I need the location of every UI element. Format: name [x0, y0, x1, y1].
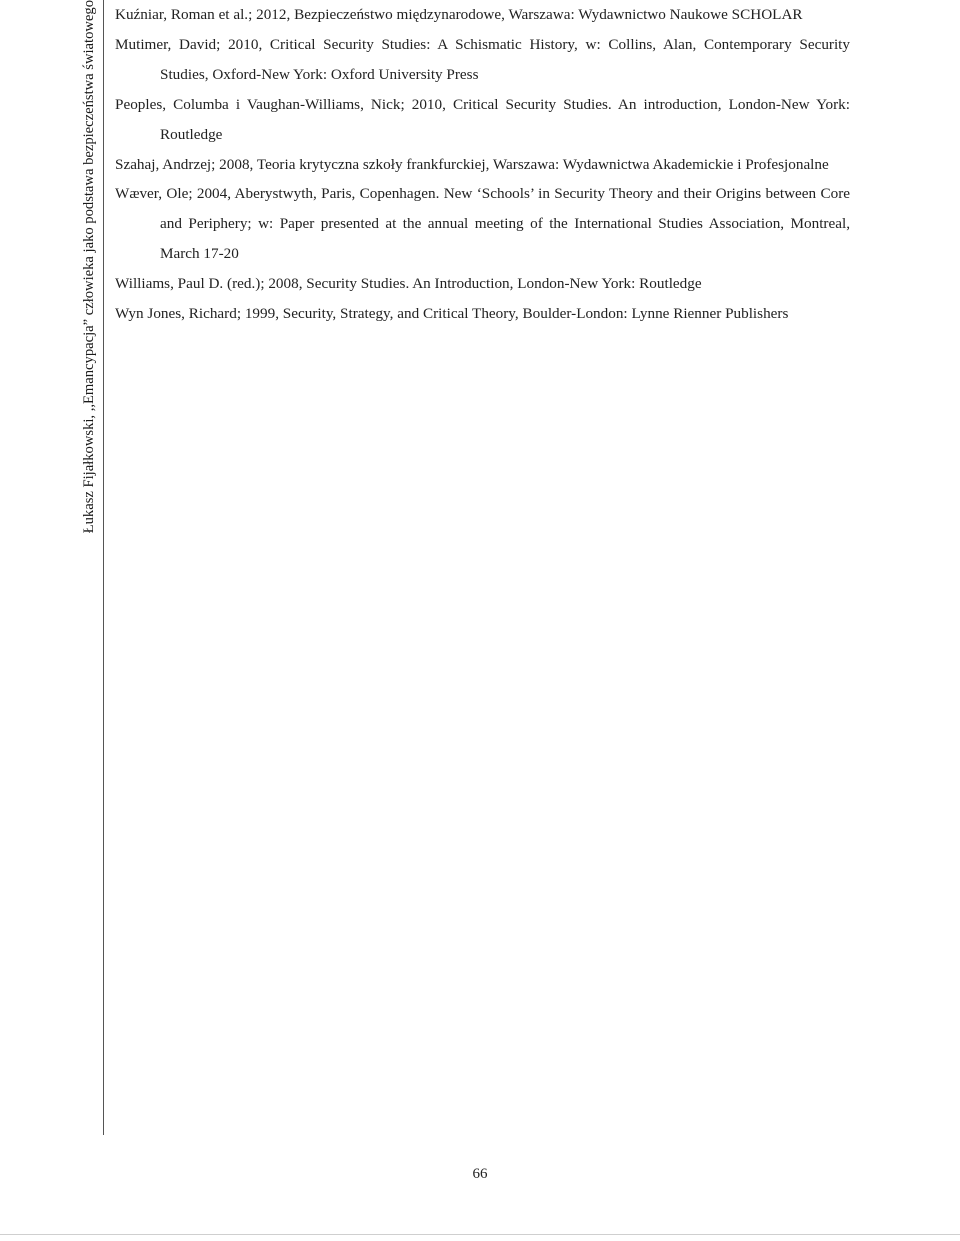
page-bottom-rule	[0, 1234, 960, 1235]
bibliography-entry: Wæver, Ole; 2004, Aberystwyth, Paris, Copenhagen. New ‘Schools’ in Security Theory and their Origins between Core and Periphery; w: Paper presented at the annual meeting of the International Studies Association, Montreal, March 17-20	[115, 185, 850, 263]
running-title: Łukasz Fijałkowski, ,,Emancypacja” człowieka jako podstawa bezpieczeństwa światowego	[81, 0, 97, 534]
bibliography-list	[115, 0, 850, 329]
bibliography-entry: Williams, Paul D. (red.); 2008, Security Studies. An Introduction, London-New York: Routledge	[115, 275, 702, 293]
bibliography-entry: Szahaj, Andrzej; 2008, Teoria krytyczna szkoły frankfurckiej, Warszawa: Wydawnictwa Akademickie i Profesjonalne	[115, 155, 829, 173]
margin-rule	[103, 0, 104, 1135]
bibliography-entry: Wyn Jones, Richard; 1999, Security, Strategy, and Critical Theory, Boulder-London: Lynne Rienner Publishers	[115, 305, 789, 323]
page-number: 66	[472, 1166, 488, 1182]
bibliography-entry: Kuźniar, Roman et al.; 2012, Bezpieczeństwo międzynarodowe, Warszawa: Wydawnictwo Naukowe SCHOLAR	[115, 6, 803, 23]
running-title-container	[78, 0, 100, 625]
bibliography-entry: Mutimer, David; 2010, Critical Security Studies: A Schismatic History, w: Collins, Alan, Contemporary Security Studies, Oxford-New York: Oxford University Press	[115, 35, 850, 83]
bibliography-entry: Peoples, Columba i Vaughan-Williams, Nick; 2010, Critical Security Studies. An introduction, London-New York: Routledge	[115, 95, 850, 143]
